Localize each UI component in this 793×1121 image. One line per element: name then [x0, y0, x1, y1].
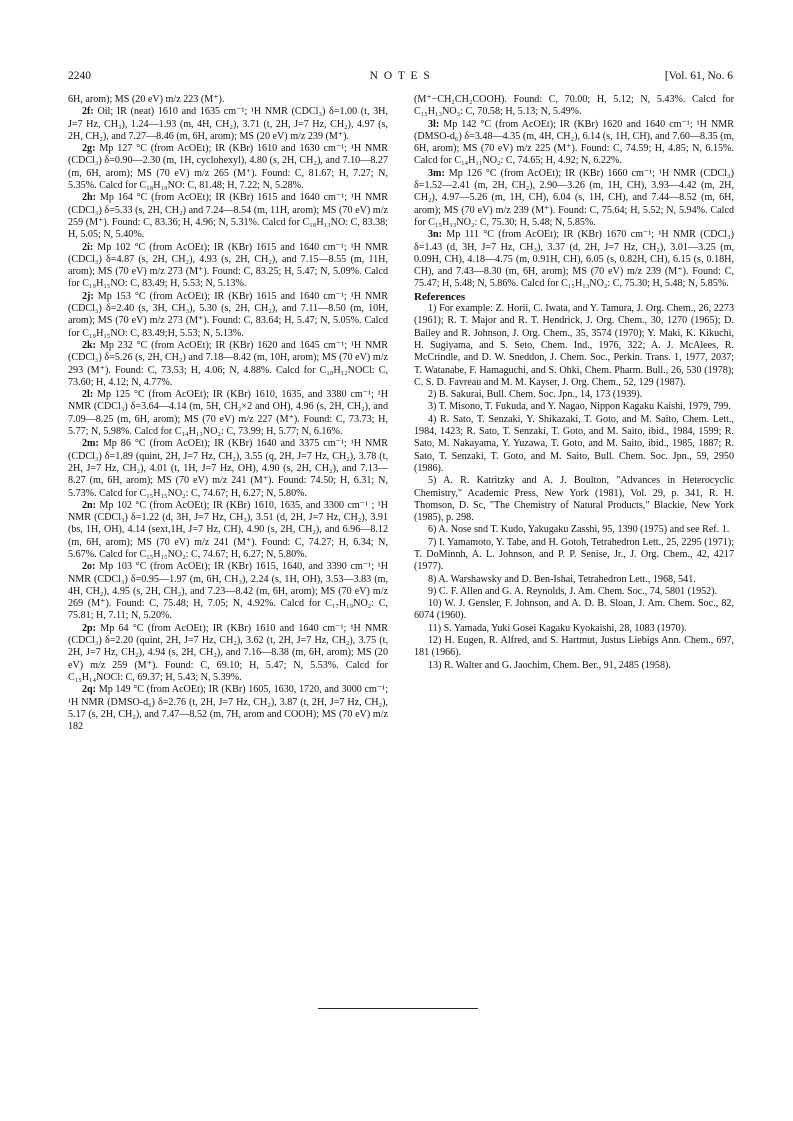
compound-label: 2g: — [82, 143, 96, 155]
compound-label: 2n: — [82, 499, 97, 511]
compound-data: Mp 126 °C (from AcOEt); IR (KBr) 1660 cm⁻¹; ¹H NMR (CDCl₃) δ=1.52—2.41 (m, 2H, CH₂), 2.90—3.26 (m, 1H, CH), 3.93—4.42 (m, 2H, CH₂), 4.97—5.26 (m, 1H, CH), 6.04 (s, 1H, CH), and 7.44—8.52 (m, 6H, arom); MS (70 eV) m/z 239 (M⁺). Found: C, 75.64; H, 5.52; N, 5.94%. Calcd for C₁₅H₁₃NO₂: C, 75.30; H, 5.48; N, 5.85%. — [414, 167, 734, 228]
compound-entry — [68, 143, 388, 192]
page-header — [68, 70, 733, 86]
running-title: N O T E S — [369, 70, 432, 82]
end-rule — [318, 1008, 478, 1009]
compound-entry — [68, 389, 388, 438]
compound-data: Oil; IR (neat) 1610 and 1635 cm⁻¹; ¹H NMR (CDCl₃) δ=1.00 (t, 3H, J=7 Hz, CH₃), 1.24—1.93 (m, 4H, CH₂), 3.71 (t, 2H, J=7 Hz, CH₂), 4.97 (s, 2H, CH₂), and 7.27—8.46 (m, 6H, arom); MS (20 eV) m/z 239 (M⁺). — [68, 106, 388, 142]
compound-data: Mp 127 °C (from AcOEt); IR (KBr) 1610 and 1630 cm⁻¹; ¹H NMR (CDCl₃) δ=0.90—2.30 (m, 1H, cyclohexyl), 4.80 (s, 2H, CH₂), and 7.10—8.27 (m, 6H, arom); MS (70 eV) m/z 265 (M⁺). Found: C, 81.67; H, 7.27; N, 5.35%. Calcd for C₁₈H₁₉NO: C, 81.48; H, 7.22; N, 5.28%. — [68, 143, 388, 192]
compound-data: Mp 153 °C (from AcOEt); IR (KBr) 1615 and 1640 cm⁻¹; ¹H NMR (CDCl₃) δ=2.40 (s, 3H, CH₃), 5.30 (s, 2H, CH₂), and 7.11—8.50 (m, 10H, arom); MS (70 eV) m/z 273 (M⁺). Found: C, 83.64; H, 5.47; N, 5.05%. Calcd for C₁₉H₁₅NO: C, 83.49;H, 5.53; N, 5.13%. — [68, 290, 388, 339]
reference-item: 8) A. Warshawsky and D. Ben-Ishai, Tetrahedron Lett., 1968, 541. — [428, 573, 696, 585]
compound-entry — [414, 229, 734, 290]
compound-label: 2f: — [82, 106, 94, 118]
compound-data: Mp 232 °C (from AcOEt); IR (KBr) 1620 and 1645 cm⁻¹; ¹H NMR (CDCl₃) δ=5.26 (s, 2H, CH₂) and 7.18—8.42 (m, 10H, arom); MS (70 eV) m/z 293 (M⁺). Found: C, 73.53; H, 4.06; N, 4.88%. Calcd for C₁₈H₁₂NOCl: C, 73.60; H, 4.12; N, 4.77%. — [68, 339, 388, 388]
reference-item: 7) I. Yamamoto, Y. Tabe, and H. Gotoh, Tetrahedron Lett., 25, 2295 (1971); T. DoMinnh, A. L. Johnson, and P. P. Senise, Jr., J. Org. Chem., 42, 4217 (1977). — [414, 536, 734, 573]
compound-entry — [68, 94, 388, 106]
compound-data: Mp 64 °C (from AcOEt); IR (KBr) 1610 and 1640 cm⁻¹; ¹H NMR (CDCl₃) δ=2.20 (quint, 2H, J=7 Hz, CH₂), 3.62 (t, 2H, J=7 Hz, CH₂), 3.75 (t, 2H, J=7 Hz, CH₂), 4.94 (s, 2H, CH₂), and 7.16—8.38 (m, 6H, arom); MS (20 eV) m/z 259 (M⁺). Found: C, 69.10; H, 5.47; N, 5.53%. Calcd for C₁₅H₁₄NOCl: C, 69.37; H, 5.43; N, 5.39%. — [68, 622, 388, 683]
right-column — [414, 94, 734, 672]
reference-item: 6) A. Nose snd T. Kudo, Yakugaku Zasshi, 95, 1390 (1975) and see Ref. 1. — [428, 524, 730, 536]
reference-item: 11) S. Yamada, Yuki Gosei Kagaku Kyokaishi, 28, 1083 (1970). — [428, 622, 687, 634]
compound-entry — [68, 438, 388, 499]
compound-label: 2q: — [82, 684, 97, 696]
reference-item: 13) R. Walter and G. Jaochim, Chem. Ber., 91, 2485 (1958). — [428, 659, 671, 671]
left-column — [68, 94, 388, 733]
compound-label: 2m: — [82, 438, 99, 450]
compound-data: Mp 164 °C (from AcOEt); IR (KBr) 1615 and 1640 cm⁻¹; ¹H NMR (CDCl₃) δ=5.33 (s, 2H, CH₂) and 7.24—8.54 (m, 11H, arom); MS (70 eV) m/z 259 (M⁺). Found: C, 83.36; H, 4.96; N, 5.31%. Calcd for C₁₈H₁₃NO: C, 83.38; H, 5.05; N, 5.40%. — [68, 192, 388, 241]
compound-entry — [68, 242, 388, 291]
compound-data: Mp 102 °C (from AcOEt); IR (KBr) 1615 and 1640 cm⁻¹; ¹H NMR (CDCl₃) δ=4.87 (s, 2H, CH₂), 4.93 (s, 2H, CH₂), and 7.15—8.55 (m, 11H, arom); MS (70 eV) m/z 273 (M⁺). Found: C, 83.25; H, 5.47; N, 5.09%. Calcd for C₁₉H₁₅NO: C, 83.49; H, 5.53; N, 5.13%. — [68, 241, 388, 290]
compound-data: Mp 149 °C (from AcOEt); IR (KBr) 1605, 1630, 1720, and 3000 cm⁻¹; ¹H NMR (DMSO-d₆) δ=2.76 (t, 2H, J=7 Hz, CH₂), 3.87 (t, 2H, J=7 Hz, CH₂), 5.17 (s, 2H, CH₂), and 7.47—8.52 (m, 7H, arom and COOH); MS (70 eV) m/z 182 — [68, 684, 388, 733]
compound-entry — [68, 106, 388, 143]
reference-item: 3) T. Misono, T. Fukuda, and Y. Nagao, Nippon Kagaku Kaishi, 1979, 799. — [428, 401, 731, 413]
compound-entry — [68, 684, 388, 733]
compound-entry — [68, 500, 388, 561]
volume-info: [Vol. 61, No. 6 — [664, 70, 733, 82]
compound-entry — [68, 340, 388, 389]
reference-item: 1) For example: Z. Horii, C. Iwata, and Y. Tamura, J. Org. Chem., 26, 2273 (1961); R. T. Major and R. T. Hendrick, J. Org. Chem., 30, 1270 (1965); D. Bailey and R. Johnson, J. Org. Chem., 35, 3574 (1970); Y. Maki, K. Kikuchi, H. Sugiyama, and S. Seto, Chem. Ind., 1976, 322; A. J. McAlees, R. McCrindle, and D. W. Sneddon, J. Chem. Soc., Perkin. Trans. 1, 1977, 2037; T. Watanabe, F. Hamaguchi, and S. Ohki, Chem. Pharm. Bull., 26, 530 (1978); C. S. D. Favreau and M. M. Kayser, J. Org. Chem., 52, 129 (1987). — [414, 303, 734, 388]
compound-label: 3l: — [428, 118, 440, 130]
compound-label: 2l: — [82, 389, 94, 401]
compound-label: 2k: — [82, 339, 97, 351]
compound-data: Mp 102 °C (from AcOEt); IR (KBr) 1610, 1635, and 3300 cm⁻¹ ; ¹H NMR (CDCl₃) δ=1.22 (d, 3H, J=7 Hz, CH₃), 3.51 (d, 2H, J=7 Hz, CH₂), 3.91 (bs, 1H, OH), 4.14 (sext,1H, J=7 Hz, CH), 4.90 (s, 2H, CH₂), and 6.96—8.12 (m, 6H, arom); MS (70 eV) m/z 241 (M⁺). Found: C, 74.27; H, 6.34; N, 5.67%. Calcd for C₁₅H₁₅NO₂: C, 74.67; H, 6.27; N, 5.80%. — [68, 499, 388, 560]
compound-entry — [414, 94, 734, 119]
compound-label: 2p: — [82, 622, 97, 634]
compound-data: Mp 111 °C (from AcOEt); IR (KBr) 1670 cm⁻¹; ¹H NMR (CDCl₃) δ=1.43 (d, 3H, J=7 Hz, CH₃), 3.37 (d, 2H, J=7 Hz, CH₂), 3.01—3.25 (m, 0.09H, CH), 4.18—4.75 (m, 0.91H, CH), 6.05 (s, 0.82H, CH), 6.15 (s, 0.18H, CH), and 7.43—8.30 (m, 6H, arom); MS (70 eV) m/z 239 (M⁺). Found: C, 75.47; H, 5.48; N, 5.86%. Calcd for C₁₅H₁₃NO₂: C, 75.30; H, 5.48; N, 5.85%. — [414, 229, 734, 290]
compound-data: Mp 142 °C (from AcOEt); IR (KBr) 1620 and 1640 cm⁻¹; ¹H NMR (DMSO-d₆) δ=3.48—4.35 (m, 4H, CH₂), 6.14 (s, 1H, CH), and 7.60—8.35 (m, 6H, arom); MS (70 eV) m/z 225 (M⁺). Found: C, 74.59; H, 4.85; N, 6.15%. Calcd for C₁₄H₁₁NO₂: C, 74.65; H, 4.92; N, 6.22%. — [414, 118, 734, 167]
compound-entry — [68, 192, 388, 241]
compound-data: Mp 86 °C (from AcOEt); IR (KBr) 1640 and 3375 cm⁻¹; ¹H NMR (CDCl₃) δ=1.89 (quint, 2H, J=7 Hz, CH₂), 3.55 (q, 2H, J=7 Hz, CH₂), 3.78 (t, 2H, J=7 Hz, CH₂), 4.01 (t, 1H, J=7 Hz, OH), 4.90 (s, 2H, CH₂), and 7.13—8.27 (m, 6H, arom); MS (70 eV) m/z 241 (M⁺). Found: 74.50; H, 6.31; N, 5.73%. Calcd for C₁₅H₁₅NO₂: C, 74.67; H, 6.27; N, 5.80%. — [68, 438, 388, 499]
compound-entry — [68, 561, 388, 622]
right-column-entries — [414, 94, 734, 291]
compound-label: 2i: — [82, 241, 94, 253]
compound-data: (M⁺−CH₂CH₂COOH). Found: C, 70.00; H, 5.12; N, 5.43%. Calcd for C₁₅H₁₃NO₃: C, 70.58; H, 5.13; N, 5.49%. — [414, 94, 734, 118]
compound-label: 2h: — [82, 192, 97, 204]
compound-entry — [414, 119, 734, 168]
reference-item: 2) B. Sakurai, Bull. Chem. Soc. Jpn., 14, 173 (1939). — [428, 389, 643, 401]
compound-label: 3n: — [428, 229, 443, 241]
reference-item: 9) C. F. Allen and G. A. Reynolds, J. Am. Chem. Soc., 74, 5801 (1952). — [428, 585, 718, 597]
references-heading: References — [414, 290, 466, 303]
compound-label: 3m: — [428, 167, 445, 179]
compound-data: Mp 103 °C (from AcOEt); IR (KBr) 1615, 1640, and 3390 cm⁻¹; ¹H NMR (CDCl₃) δ=0.95—1.97 (m, 6H, CH₃), 2.24 (s, 1H, OH), 3.53—3.83 (m, 4H, CH₂), 4.95 (s, 2H, CH₂), and 7.23—8.42 (m, 6H, arom); MS (70 eV) m/z 269 (M⁺). Found: C, 75.48; H, 7.05; N, 4.92%. Calcd for C₁₇H₁₉NO₂: C, 75.81; H, 7.11; N, 5.20%. — [68, 561, 388, 622]
references-list — [414, 303, 734, 672]
compound-data: 6H, arom); MS (20 eV) m/z 223 (M⁺). — [68, 94, 225, 105]
compound-data: Mp 125 °C (from AcOEt); IR (KBr) 1610, 1635, and 3380 cm⁻¹; ¹H NMR (CDCl₃) δ=3.64—4.14 (m, 5H, CH₂×2 and OH), 4.96 (s, 2H, CH₂), and 7.09—8.25 (m, 6H, arom); MS (70 eV) m/z 227 (M⁺). Found: C, 73.73; H, 5.77; N, 5.98%. Calcd for C₁₄H₁₃NO₂: C, 73.99; H, 5.77; N, 6.16%. — [68, 389, 388, 438]
page-number: 2240 — [68, 70, 91, 82]
reference-item: 10) W. J. Gensler, F. Johnson, and A. D. B. Sloan, J. Am. Chem. Soc., 82, 6074 (1960). — [414, 598, 734, 622]
compound-label: 2o: — [82, 561, 96, 573]
reference-item: 12) H. Eugen, R. Alfred, and S. Hartmut, Justus Liebigs Ann. Chem., 697, 181 (1966). — [414, 635, 734, 659]
compound-entry — [68, 623, 388, 684]
reference-item: 5) A. R. Katritzky and A. J. Boulton, "Advances in Heterocyclic Chemistry," Academic Press, New York (1981), Vol. 29, p. 341, R. H. Thomson, D. Sc, "The Chemistry of Natural Products," Blackie, New York (1985), p. 298. — [414, 475, 734, 524]
reference-item: 4) R. Sato, T. Senzaki, Y. Shikazaki, T. Goto, and M. Saito, Chem. Lett., 1984, 1423; R. Sato, T. Senzaki, T. Goto, and M. Saito, ibid., 1984, 1599; R. Sato, M. Nakayama, Y. Yuzawa, T. Goto, and M. Saito, ibid., 1985, 1887; R. Sato, T. Senzaki, T. Goto, and M. Saito, Bull. Chem. Soc. Jpn., 59, 2950 (1986). — [414, 413, 734, 474]
compound-label: 2j: — [82, 290, 94, 302]
compound-entry — [414, 168, 734, 229]
compound-entry — [68, 291, 388, 340]
